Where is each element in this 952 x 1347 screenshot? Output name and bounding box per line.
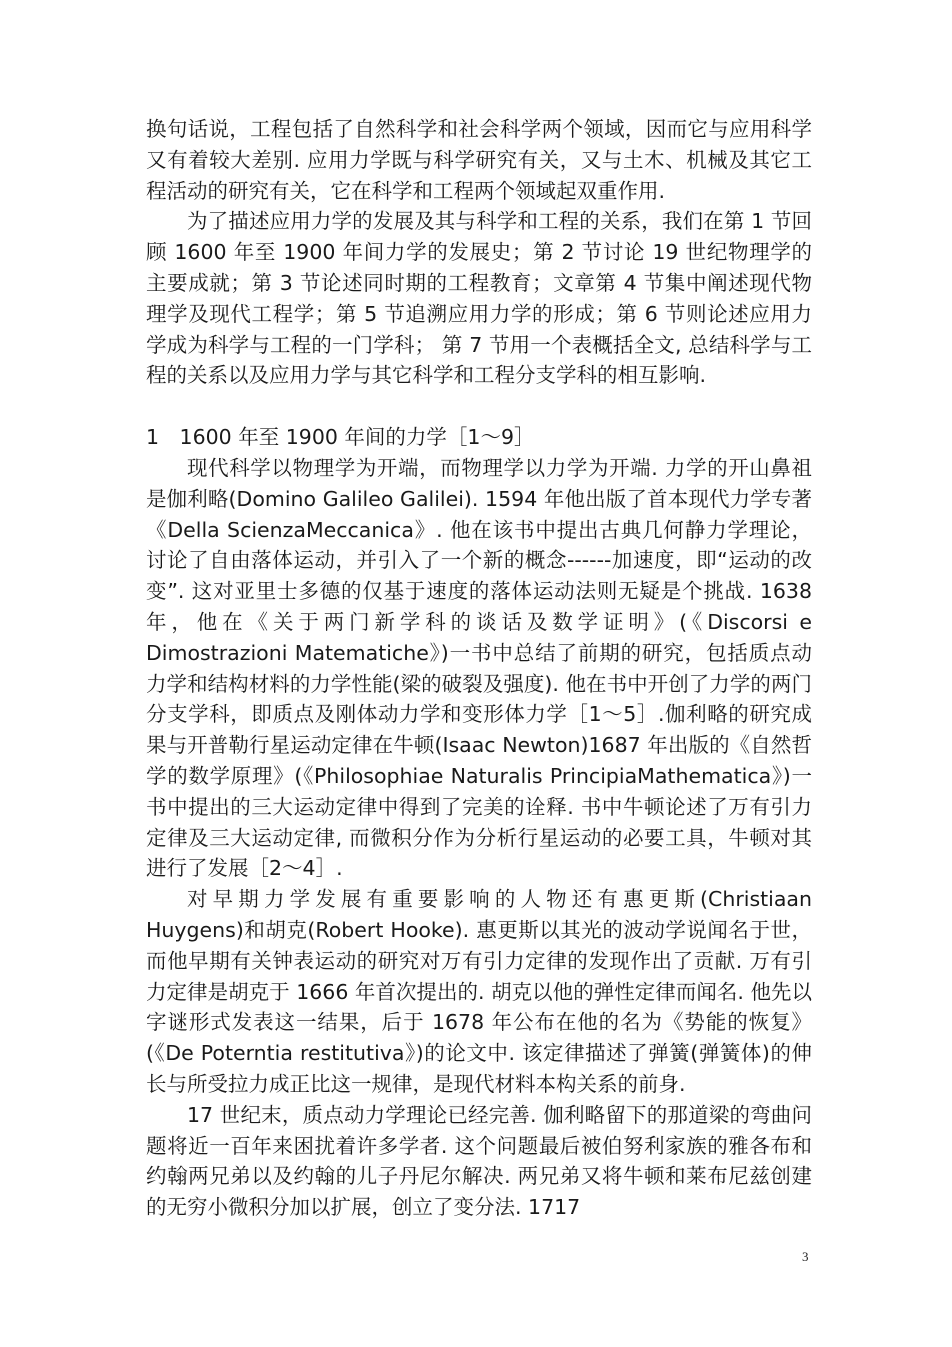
section-spacer — [146, 391, 812, 422]
document-body — [146, 114, 812, 1223]
section-heading: 1 1600 年至 1900 年间的力学［1～9］ — [146, 425, 535, 450]
page-number: 3 — [802, 1249, 809, 1264]
paragraph-bernoulli: 17 世纪末，质点动力学理论已经完善. 伽利略留下的那道梁的弯曲问题将近一百年来困扰着许多学者. 这个问题最后被伯努利家族的雅各布和约翰两兄弟以及约翰的儿子丹尼尔解决. 两兄弟又将牛顿和莱布尼兹创建的无穷小微积分加以扩展，创立了变分法. 1717 — [146, 1102, 812, 1220]
paragraph-huygens-hooke: 对早期力学发展有重要影响的人物还有惠更斯(Christiaan Huygens)和胡克(Robert Hooke). 惠更斯以其光的波动学说闻名于世，而他早期有关钟表运动的研究对万有引力定律的发现作出了贡献. 万有引力定律是胡克于 1666 年首次提出的. 胡克以他的弹性定律而闻名. 他先以字谜形式发表这一结果，后于 1678 年公布在他的名为《势能的恢复》(《De Poterntia restitutiva》)的论文中. 该定律描述了弹簧(弹簧体)的伸长与所受拉力成正比这一规律，是现代材料本构关系的前身. — [146, 887, 812, 1096]
paragraph-galileo-newton: 现代科学以物理学为开端，而物理学以力学为开端. 力学的开山鼻祖是伽利略(Domino Galileo Galilei). 1594 年他出版了首本现代力学专著《Della ScienzaMeccanica》. 他在该书中提出古典几何静力学理论，讨论了自由落体运动，并引入了一个新的概念------加速度，即“运动的改变”. 这对亚里士多德的仅基于速度的落体运动法则无疑是个挑战. 1638 年，他在《关于两门新学科的谈话及数学证明》(《Discorsi e Dimostrazioni Matematiche》)一书中总结了前期的研究，包括质点动力学和结构材料的力学性能(梁的破裂及强度). 他在书中开创了力学的两门分支学科，即质点及刚体动力学和变形体力学［1～5］.伽利略的研究成果与开普勒行星运动定律在牛顿(Isaac Newton)1687 年出版的《自然哲学的数学原理》(《Philosophiae Naturalis PrincipiaMathematica》)一书中提出的三大运动定律中得到了完美的诠释. 书中牛顿论述了万有引力定律及三大运动定律, 而微积分作为分析行星运动的必要工具，牛顿对其进行了发展［2～4］. — [146, 455, 812, 881]
paragraph-outline: 为了描述应用力学的发展及其与科学和工程的关系，我们在第 1 节回顾 1600 年至 1900 年间力学的发展史；第 2 节讨论 19 世纪物理学的主要成就；第 3 节论述同时期的工程教育；文章第 4 节集中阐述现代物理学及现代工程学；第 5 节追溯应用力学的形成；第 6 节则论述应用力学成为科学与工程的一门学科； 第 7 节用一个表概括全文, 总结科学与工程的关系以及应用力学与其它科学和工程分支学科的相互影响. — [146, 209, 812, 388]
paragraph-continuation: 换句话说，工程包括了自然科学和社会科学两个领域，因而它与应用科学又有着较大差别. 应用力学既与科学研究有关，又与土木、机械及其它工程活动的研究有关，它在科学和工程两个领域起双重作用. — [146, 117, 812, 203]
